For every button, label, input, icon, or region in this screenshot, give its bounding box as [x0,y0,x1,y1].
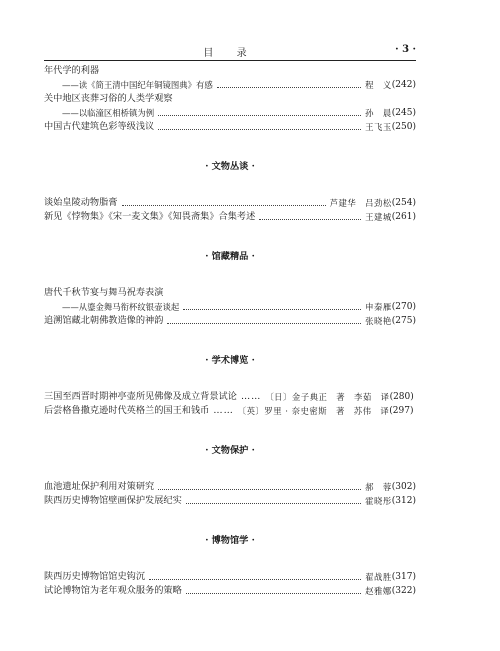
entry-title: 陕西历史博物馆馆史钩沉 [44,571,146,582]
toc-entry[interactable] [44,480,416,494]
entry-title: 后尝格鲁撒克逊时代英格兰的国王和钱币 [44,405,210,416]
toc-entry[interactable] [44,584,416,598]
entry-page: (275) [391,316,416,326]
entry-page: (297) [389,406,414,416]
entry-page: (242) [391,80,416,90]
entry-title: 唐代千秋节宴与舞马祝寿表演 [44,287,164,298]
entry-page: (312) [391,496,416,506]
section-heading: · 学术博览 · [205,355,255,366]
entry-author: 翟战胜 [365,572,392,582]
entry-title: 谈始皇陵动物脂膏 [44,197,118,208]
entry-title: 新见《悖物集》《宋一麦文集》《知畏斋集》合集考述 [44,211,256,222]
toc-entry[interactable] [44,196,416,210]
entry-author: 孙 晨 [365,108,392,118]
section-heading: · 博物馆学 · [205,535,255,546]
entry-subtitle: ——以临潼区相桥镇为例 [62,108,155,118]
running-header [44,44,416,60]
toc-content [44,64,416,598]
toc-entry[interactable] [44,210,416,224]
section-heading: · 文物丛谈 · [205,161,255,172]
dot-leader [122,205,326,206]
toc-entry[interactable] [44,120,416,134]
header-rule [44,60,416,61]
dot-leader [149,579,361,580]
entry-page: (322) [391,586,416,596]
toc-entry[interactable] [44,570,416,584]
entry-author: 程 义 [365,80,392,90]
toc-entry[interactable] [44,286,416,314]
entry-subtitle: ——从鎏金舞马衔杯纹银壶谈起 [62,302,180,312]
toc-entry[interactable] [44,404,416,418]
entry-page: (254) [391,198,416,208]
dot-leader [186,503,361,504]
toc-entry[interactable] [44,64,416,92]
entry-author: 〔英〕罗里 · 奈史密斯 著 苏伟 译 [237,406,390,416]
entry-title: 年代学的利器 [44,65,100,76]
entry-subtitle: ——读《简王清中国纪年铜镜图典》有感 [62,80,213,90]
header-title: 目 录 [203,48,257,59]
header-page-number: · 3 · [395,44,416,55]
entry-author: 王建城 [365,212,392,222]
section-heading: · 文物保护 · [205,445,255,456]
dot-leader [158,489,361,490]
toc-entry[interactable] [44,390,416,404]
dot-leader [183,309,361,310]
dot-leader [167,323,361,324]
entry-title: 关中地区丧葬习俗的人类学观察 [44,93,173,104]
toc-entry[interactable] [44,92,416,120]
entry-title: 追溯馆藏北朝佛教造像的神韵 [44,315,164,326]
entry-page: (302) [391,482,416,492]
entry-author: 郝 蓉 [365,482,392,492]
entry-author: 〔日〕金子典正 著 李茹 译 [265,392,390,402]
dot-leader [259,219,361,220]
entry-page: (280) [389,392,414,402]
short-leader: …… [240,391,262,402]
entry-author: 申秦雁 [365,302,392,312]
dot-leader [158,115,361,116]
section-heading: · 馆藏精品 · [205,251,255,262]
entry-page: (270) [391,302,416,312]
entry-page: (250) [391,122,416,132]
entry-title: 血池遗址保护利用对策研究 [44,481,155,492]
entry-title: 试论博物馆为老年观众服务的策略 [44,585,182,596]
dot-leader [217,87,361,88]
entry-author: 张晓艳 [365,316,392,326]
entry-author: 赵雅娜 [365,586,392,596]
toc-entry[interactable] [44,494,416,508]
entry-title: 中国古代建筑色彩等级浅议 [44,121,155,132]
dot-leader [186,593,361,594]
entry-title: 三国至西晋时期神亭壶所见佛像及成立背景试论 [44,391,237,402]
entry-author: 王飞玉 [365,122,392,132]
entry-author: 芦建华 吕劲松 [329,198,392,208]
entry-page: (245) [391,108,416,118]
entry-page: (317) [391,572,416,582]
toc-entry[interactable] [44,314,416,328]
short-leader: …… [213,405,234,416]
entry-page: (261) [391,212,416,222]
entry-title: 陕西历史博物馆壁画保护发展纪实 [44,495,182,506]
dot-leader [158,129,361,130]
entry-author: 霍晓彤 [365,496,392,506]
